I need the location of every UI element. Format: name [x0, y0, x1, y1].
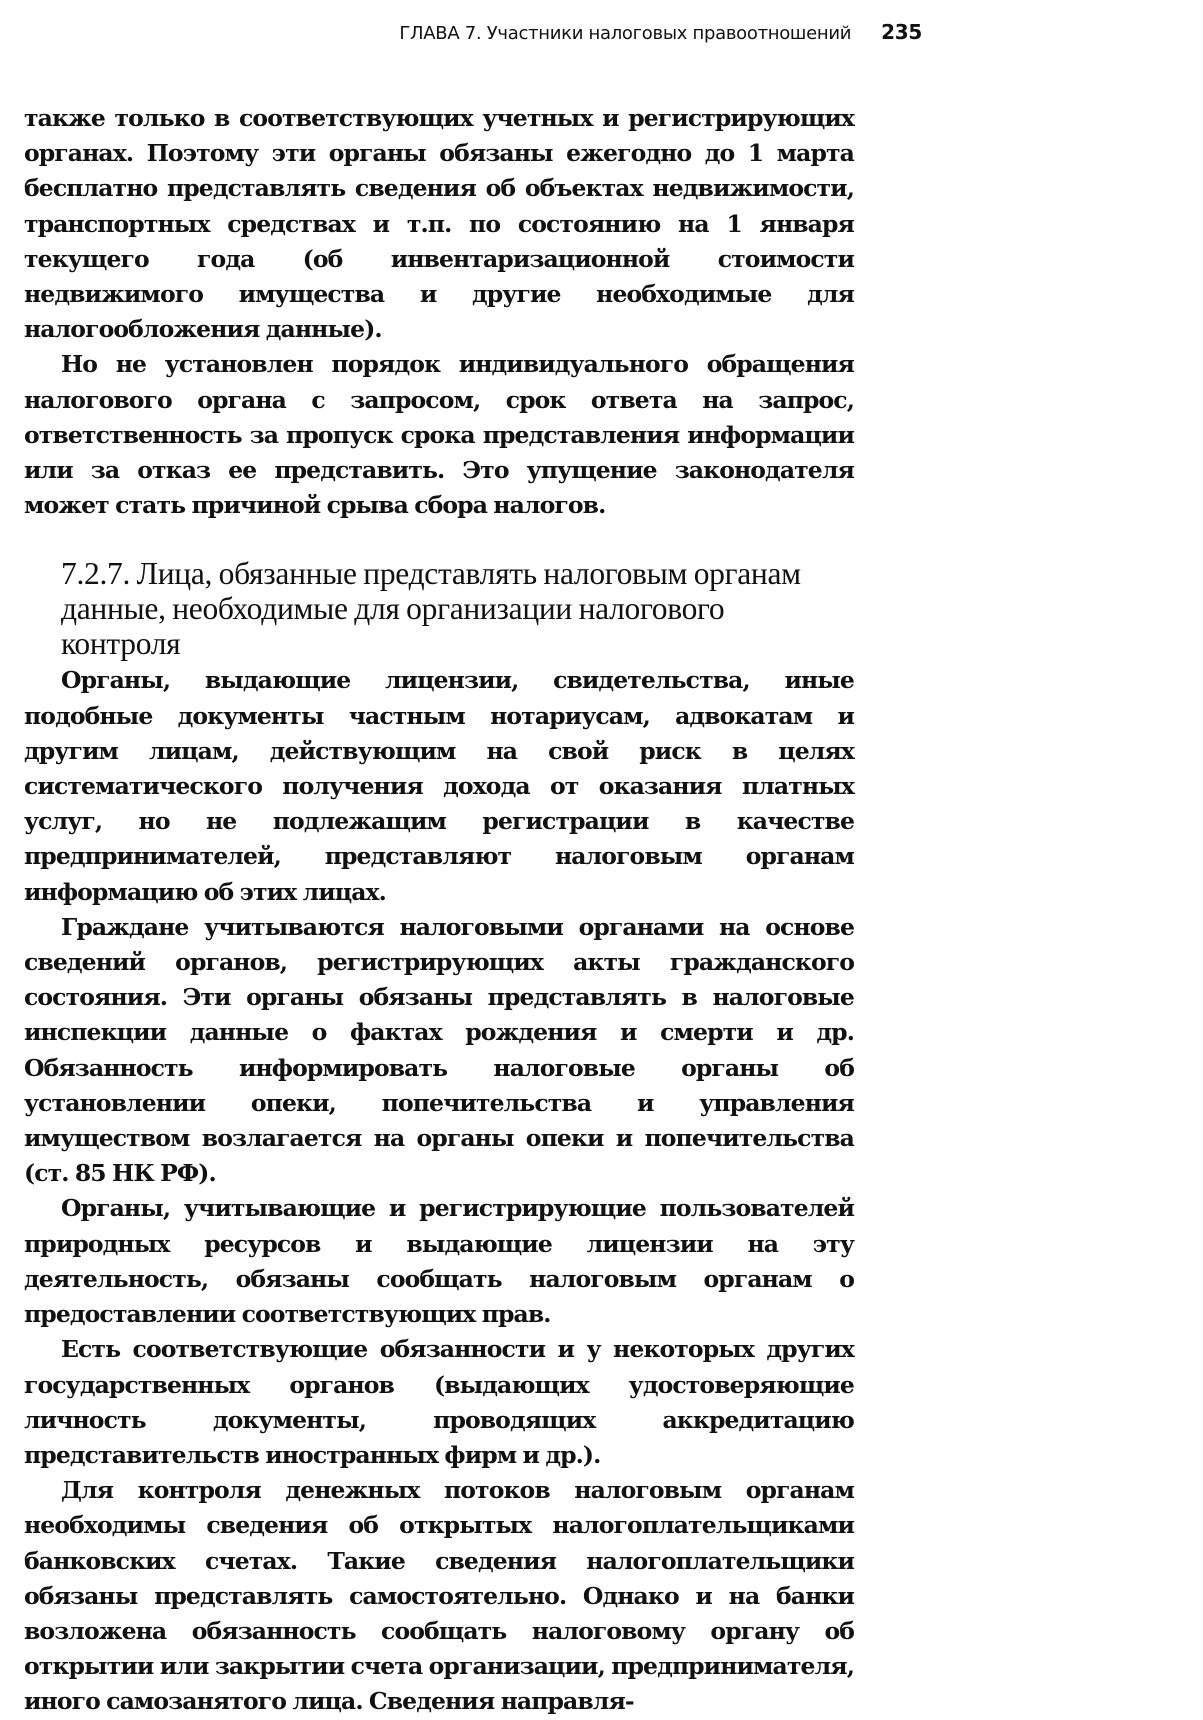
paragraph: Органы, учитывающие и регистрирующие пользователей природных ресурсов и выдающие лицензии на эту деятельность, обязаны сообщать налоговым органам о предоставлении соответствующих прав. [24, 1194, 854, 1329]
page-number: 235 [881, 20, 922, 44]
paragraph: Но не установлен порядок индивидуального обращения налогового органа с запросом, срок ответа на запрос, ответственность за пропуск срока представления информации или за отказ ее представить. Это упущение законодателя может стать причиной срыва сбора налогов. [24, 350, 854, 520]
running-header [0, 20, 922, 44]
paragraph: Органы, выдающие лицензии, свидетельства, иные подобные документы частным нотариусам, адвокатам и другим лицам, действующим на свой риск в целях систематического получения дохода от оказания платных услуг, но не подлежащим регистрации в качестве предпринимателей, представляют налоговым органам информацию об этих лицах. [24, 666, 854, 906]
section-heading: 7.2.7. Лица, обязанные представлять налоговым органам данные, необходимые для организации налогового контроля [61, 556, 801, 662]
paragraph: Граждане учитываются налоговыми органами на основе сведений органов, регистрирующих акты гражданского состояния. Эти органы обязаны представлять в налоговые инспекции данные о фактах рождения и смерти и др. Обязанность информировать налоговые органы об установлении опеки, попечительства и управления имуществом возлагается на органы опеки и попечительства (ст. 85 НК РФ). [24, 912, 854, 1188]
chapter-title: ГЛАВА 7. Участники налоговых правоотношений [399, 23, 852, 44]
paragraph: Есть соответствующие обязанности и у некоторых других государственных органов (выдающих удостоверяющие личность документы, проводящих аккредитацию представительств иностранных фирм и др.). [24, 1335, 854, 1469]
paragraph: также только в соответствующих учетных и регистрирующих органах. Поэтому эти органы обязаны ежегодно до 1 марта бесплатно представлять сведения об объектах недвижимости, транспортных средствах и т.п. по состоянию на 1 января текущего года (об инвентаризационной стоимости недвижимого имущества и другие необходимые для налогообложения данные). [24, 104, 854, 344]
paragraph: Для контроля денежных потоков налоговым органам необходимы сведения об открытых налогоплательщиками банковских счетах. Такие сведения налогоплательщики обязаны представлять самостоятельно. Однако и на банки возложена обязанность сообщать налоговому органу об открытии или закрытии счета организации, предпринимателя, иного самозанятого лица. Сведения направля- [24, 1476, 854, 1716]
main-text [24, 101, 854, 1720]
